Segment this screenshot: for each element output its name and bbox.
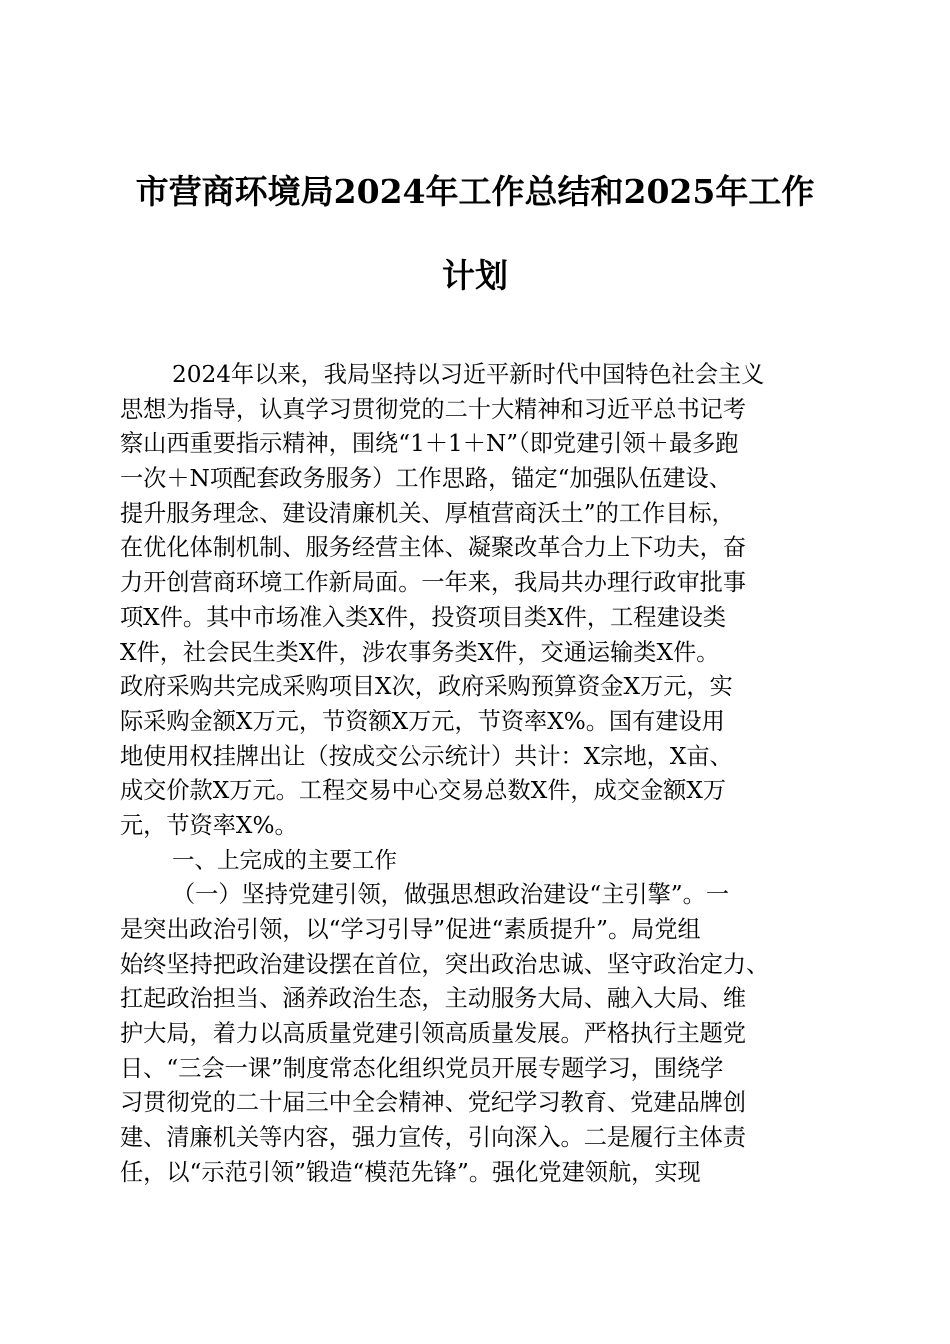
paragraph-line: 始终坚持把政治建设摆在首位，突出政治忠诚、坚守政治定力、 bbox=[120, 950, 770, 978]
paragraph-line: 察山西重要指示精神，围绕“1＋1＋N”（即党建引领＋最多跑 bbox=[120, 430, 739, 458]
paragraph-line: 任，以“示范引领”锻造“模范先锋”。强化党建领航，实现 bbox=[120, 1158, 701, 1186]
paragraph-line: 政府采购共完成采购项目X次，政府采购预算资金X万元，实 bbox=[120, 673, 733, 701]
paragraph-line: （一）坚持党建引领，做强思想政治建设“主引擎”。一 bbox=[172, 881, 730, 909]
paragraph-line: 元，节资率X%。 bbox=[120, 811, 298, 839]
paragraph-line: 建、清廉机关等内容，强力宣传，引向深入。二是履行主体责 bbox=[120, 1124, 747, 1152]
paragraph-line: 护大局，着力以高质量党建引领高质量发展。严格执行主题党 bbox=[120, 1020, 747, 1048]
paragraph-line: 思想为指导，认真学习贯彻党的二十大精神和习近平总书记考 bbox=[120, 395, 747, 423]
document-title bbox=[115, 168, 835, 300]
paragraph-line: 扛起政治担当、涵养政治生态，主动服务大局、融入大局、维 bbox=[120, 985, 747, 1013]
paragraph-line: 际采购金额X万元，节资额X万元，节资率X%。国有建设用 bbox=[120, 707, 725, 735]
paragraph-line: 日、“三会一课”制度常态化组织党员开展专题学习，围绕学 bbox=[120, 1054, 724, 1082]
paragraph-line: 在优化体制机制、服务经营主体、凝聚改革合力上下功夫，奋 bbox=[120, 534, 747, 562]
paragraph-line: 习贯彻党的二十届三中全会精神、党纪学习教育、党建品牌创 bbox=[120, 1089, 747, 1117]
section-heading: 一、上完成的主要工作 bbox=[172, 847, 398, 874]
title-line-1: 市营商环境局2024年工作总结和2025年工作 bbox=[135, 172, 815, 211]
paragraph-line: 2024年以来，我局坚持以习近平新时代中国特色社会主义 bbox=[172, 361, 765, 388]
paragraph-line: 一次＋N项配套政务服务）工作思路，锚定“加强队伍建设、 bbox=[120, 465, 732, 493]
paragraph-line: 成交价款X万元。工程交易中心交易总数X件，成交金额X万 bbox=[120, 777, 727, 805]
paragraph-line: X件，社会民生类X件，涉农事务类X件，交通运输类X件。 bbox=[120, 638, 720, 666]
paragraph-line: 是突出政治引领，以“学习引导”促进“素质提升”。局党组 bbox=[120, 916, 701, 943]
paragraph-line: 力开创营商环境工作新局面。一年来，我局共办理行政审批事 bbox=[120, 569, 747, 597]
title-line-2: 计划 bbox=[442, 256, 508, 295]
paragraph-line: 地使用权挂牌出让（按成交公示统计）共计：X宗地，X亩、 bbox=[120, 742, 733, 770]
document-body bbox=[120, 358, 832, 1191]
paragraph-line: 提升服务理念、建设清廉机关、厚植营商沃土”的工作目标， bbox=[120, 499, 735, 527]
paragraph-line: 项X件。其中市场准入类X件，投资项目类X件，工程建设类 bbox=[120, 603, 727, 631]
